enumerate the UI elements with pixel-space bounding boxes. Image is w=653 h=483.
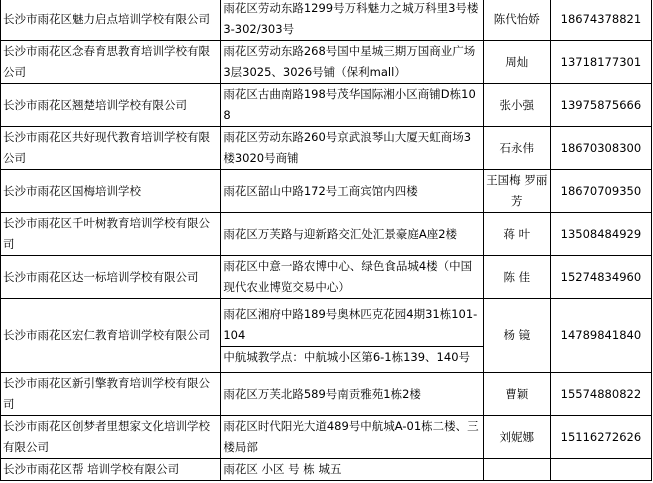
phone-cell: 13508484929 bbox=[550, 213, 651, 256]
address-cell: 雨花区时代阳光大道489号中航城A-01栋二楼、三楼局部 bbox=[221, 416, 483, 459]
table-row bbox=[1, 213, 652, 256]
contact-person-cell: 周灿 bbox=[483, 41, 550, 84]
contact-person-cell: 石永伟 bbox=[483, 127, 550, 170]
school-name-cell: 长沙市雨花区宏仁教育培训学校有限公司 bbox=[1, 299, 221, 373]
phone-cell: 15574880822 bbox=[550, 373, 651, 416]
contact-person-cell bbox=[483, 459, 550, 481]
phone-cell: 18674378821 bbox=[550, 0, 651, 41]
school-name-cell: 长沙市雨花区魅力启点培训学校有限公司 bbox=[1, 0, 221, 41]
address-cell: 雨花区古曲南路198号茂华国际湘小区商铺D栋108 bbox=[221, 84, 483, 127]
phone-cell: 13718177301 bbox=[550, 41, 651, 84]
address-cell: 雨花区万芙路与迎新路交汇处汇景豪庭A座2楼 bbox=[221, 213, 483, 256]
contact-person-cell: 陈代怡娇 bbox=[483, 0, 550, 41]
contact-person-cell: 张小强 bbox=[483, 84, 550, 127]
table-row bbox=[1, 459, 652, 481]
table-row bbox=[1, 416, 652, 459]
main-address-text: 雨花区湘府中路189号奥林匹克花园4期31栋101-104 bbox=[223, 306, 478, 342]
school-name-cell: 长沙市雨花区千叶树教育培训学校有限公司 bbox=[1, 213, 221, 256]
phone-cell: 13975875666 bbox=[550, 84, 651, 127]
contact-person-cell: 陈 佳 bbox=[483, 256, 550, 299]
table-row bbox=[1, 41, 652, 84]
table-row bbox=[1, 127, 652, 170]
address-cell: 雨花区中意一路农博中心、绿色食品城4楼（中国现代农业博览交易中心） bbox=[221, 256, 483, 299]
school-name-cell: 长沙市雨花区共好现代教育培训学校有限公司 bbox=[1, 127, 221, 170]
address-cell: 雨花区劳动东路1299号万科魅力之城万科里3号楼3-302/303号 bbox=[221, 0, 483, 41]
address-cell: 雨花区 小区 号 栋 城五 bbox=[221, 459, 483, 481]
address-cell: 雨花区劳动东路268号国中星城三期万国商业广场3层3025、3026号铺（保利mall） bbox=[221, 41, 483, 84]
table-row bbox=[1, 256, 652, 299]
phone-cell bbox=[550, 459, 651, 481]
school-name-cell: 长沙市雨花区念春育思教育培训学校有限公司 bbox=[1, 41, 221, 84]
contact-person-cell: 刘妮娜 bbox=[483, 416, 550, 459]
school-name-cell: 长沙市雨花区达一标培训学校有限公司 bbox=[1, 256, 221, 299]
phone-cell: 18670308300 bbox=[550, 127, 651, 170]
table-row bbox=[1, 299, 652, 373]
school-name-cell: 长沙市雨花区帮 培训学校有限公司 bbox=[1, 459, 221, 481]
school-name-cell: 长沙市雨花区创梦者里想家文化培训学校有限公司 bbox=[1, 416, 221, 459]
phone-cell: 14789841840 bbox=[550, 299, 651, 373]
phone-cell: 18670709350 bbox=[550, 170, 651, 213]
address-cell: 雨花区劳动东路260号京武浪琴山大厦天虹商场3楼3020号商铺 bbox=[221, 127, 483, 170]
table-row bbox=[1, 170, 652, 213]
table-row bbox=[1, 373, 652, 416]
branch-address-text: 中航城教学点：中航城小区第6-1栋139、140号 bbox=[223, 349, 471, 364]
phone-cell: 15116272626 bbox=[550, 416, 651, 459]
contact-person-cell: 曹颖 bbox=[483, 373, 550, 416]
contact-person-cell: 杨 镜 bbox=[483, 299, 550, 373]
contact-person-cell: 王国梅 罗丽芳 bbox=[483, 170, 550, 213]
address-cell: 雨花区万芙北路589号南贡雅苑1栋2楼 bbox=[221, 373, 483, 416]
table-row bbox=[1, 0, 652, 41]
address-cell bbox=[221, 299, 483, 373]
school-name-cell: 长沙市雨花区国梅培训学校 bbox=[1, 170, 221, 213]
phone-cell: 15274834960 bbox=[550, 256, 651, 299]
address-cell: 雨花区韶山中路172号工商宾馆内四楼 bbox=[221, 170, 483, 213]
school-name-cell: 长沙市雨花区翘楚培训学校有限公司 bbox=[1, 84, 221, 127]
table-row bbox=[1, 84, 652, 127]
school-name-cell: 长沙市雨花区新引擎教育培训学校有限公司 bbox=[1, 373, 221, 416]
contact-person-cell: 蒋 叶 bbox=[483, 213, 550, 256]
